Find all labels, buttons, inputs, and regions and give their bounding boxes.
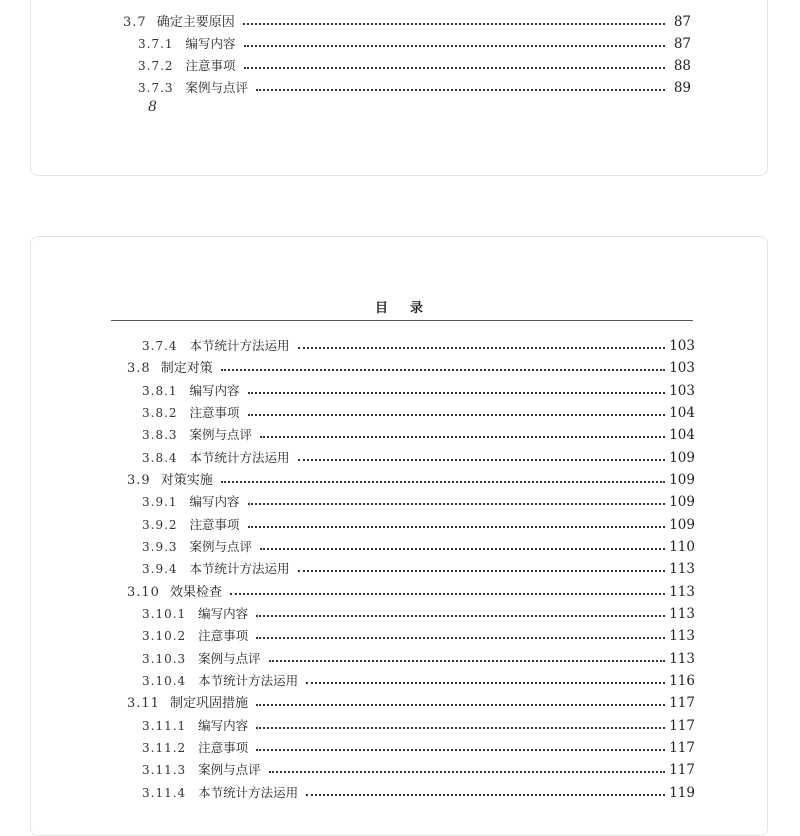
toc-entry-title: 编写内容 <box>198 717 249 733</box>
dot-leader <box>298 459 666 461</box>
toc-entry-title: 案例与点评 <box>198 650 261 666</box>
toc-subsection-row[interactable] <box>142 537 695 557</box>
toc-section-row[interactable] <box>127 693 695 713</box>
toc-entry-number: 3.10 <box>127 584 160 600</box>
toc-entry-page: 113 <box>669 583 695 600</box>
toc-entry-title: 注意事项 <box>189 404 240 420</box>
dot-leader <box>306 682 665 684</box>
toc-subsection-row[interactable] <box>142 492 695 512</box>
toc-entry-title: 本节统计方法运用 <box>198 672 299 688</box>
toc-section-row[interactable] <box>127 582 695 602</box>
toc-entry-title: 本节统计方法运用 <box>198 784 299 800</box>
header-rule <box>111 320 693 321</box>
toc-subsection-row[interactable] <box>142 559 695 579</box>
toc-entry-page: 87 <box>673 14 691 30</box>
toc-entry-page: 104 <box>669 404 695 421</box>
toc-entry-title: 本节统计方法运用 <box>189 338 290 353</box>
toc-entry-page <box>669 0 691 2</box>
toc-entry-number: 3.11.1 <box>142 718 187 733</box>
toc-entry-number: 3.8.3 <box>142 428 178 443</box>
toc-entry-number: 3.8 <box>127 361 151 377</box>
toc-entry-page: 109 <box>669 471 695 488</box>
toc-entry-number: 3.9.1 <box>142 495 178 510</box>
dot-leader <box>256 615 665 617</box>
toc-entry-page: 109 <box>669 494 695 511</box>
dot-leader <box>244 45 665 47</box>
toc-entry-title <box>186 0 286 2</box>
toc-subsection-row[interactable] <box>142 448 695 468</box>
toc-entry-page: 103 <box>669 360 695 377</box>
toc-entry-number: 3.8.4 <box>142 450 178 465</box>
toc-subsection-row[interactable] <box>142 649 695 669</box>
toc-entry-title: 案例与点评 <box>189 427 253 443</box>
dot-leader <box>269 660 666 662</box>
toc-entry-number: 3.11.2 <box>142 740 187 755</box>
toc-entry-number: 3.7.3 <box>138 81 174 95</box>
dot-leader <box>230 593 665 595</box>
toc-subsection-row[interactable] <box>142 760 695 780</box>
toc-entry-title: 注意事项 <box>198 739 249 755</box>
toc-entry-page: 109 <box>669 449 695 466</box>
dot-leader <box>260 436 665 438</box>
toc-entry-number: 3.9.2 <box>142 517 178 532</box>
toc-subsection-row[interactable] <box>138 56 691 76</box>
toc-entry-page: 117 <box>669 739 695 756</box>
dot-leader <box>256 89 665 91</box>
toc-entry-title: 制定巩固措施 <box>169 696 248 712</box>
toc-entry-page: 110 <box>669 538 695 555</box>
toc-subsection-row[interactable] <box>142 716 695 736</box>
toc-subsection-row[interactable] <box>142 604 695 624</box>
dot-leader <box>256 704 665 706</box>
toc-entry-number: 3.9.4 <box>142 562 178 577</box>
toc-entry-page: 104 <box>669 427 695 444</box>
toc-subsection-row[interactable] <box>138 0 691 2</box>
toc-entry-title: 案例与点评 <box>189 538 253 554</box>
toc-entry-title: 编写内容 <box>189 382 240 398</box>
dot-leader <box>221 481 666 483</box>
toc-entry-number: 3.7.1 <box>138 37 174 51</box>
page-number: 8 <box>148 99 157 115</box>
toc-entry-page: 113 <box>669 650 695 667</box>
dot-leader <box>298 347 666 349</box>
dot-leader <box>248 392 666 394</box>
toc-entry-title: 案例与点评 <box>198 762 261 778</box>
toc-entry-title: 编写内容 <box>185 36 236 51</box>
toc-entry-number: 3.8.2 <box>142 405 178 420</box>
toc-entry-number: 3.9 <box>127 472 151 488</box>
toc-entry-page: 117 <box>669 717 695 734</box>
dot-leader <box>298 570 666 572</box>
toc-entry-number: 3.7.2 <box>138 59 174 73</box>
toc-entry-number: 3.8.1 <box>142 383 178 398</box>
toc-entry-page: 113 <box>669 605 695 622</box>
toc-entry-number: 3.11 <box>127 696 160 712</box>
toc-entry-page: 103 <box>669 338 695 354</box>
page-header-title: 目录 <box>374 301 445 316</box>
toc-subsection-row[interactable] <box>142 381 695 401</box>
toc-entry-page: 87 <box>673 36 691 52</box>
dot-leader <box>248 503 666 505</box>
toc-entry-number: 3.10.4 <box>142 673 187 688</box>
toc-section-row[interactable] <box>123 12 691 32</box>
toc-section-row[interactable] <box>127 470 695 490</box>
toc-subsection-row[interactable] <box>142 738 695 758</box>
toc-entry-title: 本节统计方法运用 <box>189 449 290 465</box>
toc-entry-page: 113 <box>669 561 695 578</box>
toc-subsection-row[interactable] <box>142 671 695 691</box>
toc-subsection-row[interactable] <box>142 425 695 445</box>
toc-entry-number: 3.7 <box>123 15 147 30</box>
toc-entry-number: 3.7.4 <box>142 339 178 353</box>
toc-entry-title: 案例与点评 <box>185 80 249 95</box>
toc-entry-title: 制定对策 <box>160 361 213 377</box>
dot-leader <box>306 794 665 796</box>
dot-leader <box>243 23 665 25</box>
dot-leader <box>256 749 665 751</box>
dot-leader <box>256 637 665 639</box>
toc-subsection-row[interactable] <box>138 34 691 54</box>
toc-entry-title: 注意事项 <box>189 516 240 532</box>
toc-subsection-row[interactable] <box>142 626 695 646</box>
document-page-2 <box>30 236 768 836</box>
toc-entry-number: 3.11.4 <box>142 785 187 800</box>
document-page-1 <box>30 0 768 176</box>
dot-leader <box>248 414 666 416</box>
toc-entry-page: 113 <box>669 628 695 645</box>
toc-entry-page: 119 <box>669 784 695 801</box>
toc-entry-title: 确定主要原因 <box>156 15 235 30</box>
dot-leader <box>221 369 666 371</box>
toc-entry-number: 3.9.3 <box>142 539 178 554</box>
toc-entry-title: 注意事项 <box>198 628 249 644</box>
toc-subsection-row[interactable] <box>142 515 695 535</box>
toc-section-row[interactable] <box>127 358 695 378</box>
toc-entry-number <box>138 0 174 2</box>
toc-entry-page: 89 <box>673 80 691 96</box>
toc-entry-title: 注意事项 <box>185 58 236 73</box>
toc-entry-page: 109 <box>669 516 695 533</box>
toc-entry-title: 编写内容 <box>189 494 240 510</box>
toc-entry-page: 88 <box>673 58 691 74</box>
toc-entry-page: 117 <box>669 695 695 712</box>
toc-subsection-row[interactable] <box>138 78 691 98</box>
toc-entry-page: 103 <box>669 382 695 399</box>
toc-entry-title: 编写内容 <box>198 605 249 621</box>
toc-entry-number: 3.10.2 <box>142 629 187 644</box>
dot-leader <box>244 67 665 69</box>
toc-entry-title: 效果检查 <box>169 584 222 600</box>
toc-entry-number: 3.11.3 <box>142 763 187 778</box>
toc-subsection-row[interactable] <box>142 403 695 423</box>
dot-leader <box>260 548 665 550</box>
dot-leader <box>256 727 665 729</box>
toc-entry-title: 本节统计方法运用 <box>189 561 290 577</box>
toc-entry-page: 116 <box>669 672 695 689</box>
toc-entry-title: 对策实施 <box>160 472 213 488</box>
dot-leader <box>248 526 666 528</box>
toc-entry-page: 117 <box>669 762 695 779</box>
dot-leader <box>269 771 666 773</box>
toc-subsection-row[interactable] <box>142 336 695 356</box>
toc-entry-number: 3.10.1 <box>142 606 187 621</box>
toc-entry-number: 3.10.3 <box>142 651 187 666</box>
